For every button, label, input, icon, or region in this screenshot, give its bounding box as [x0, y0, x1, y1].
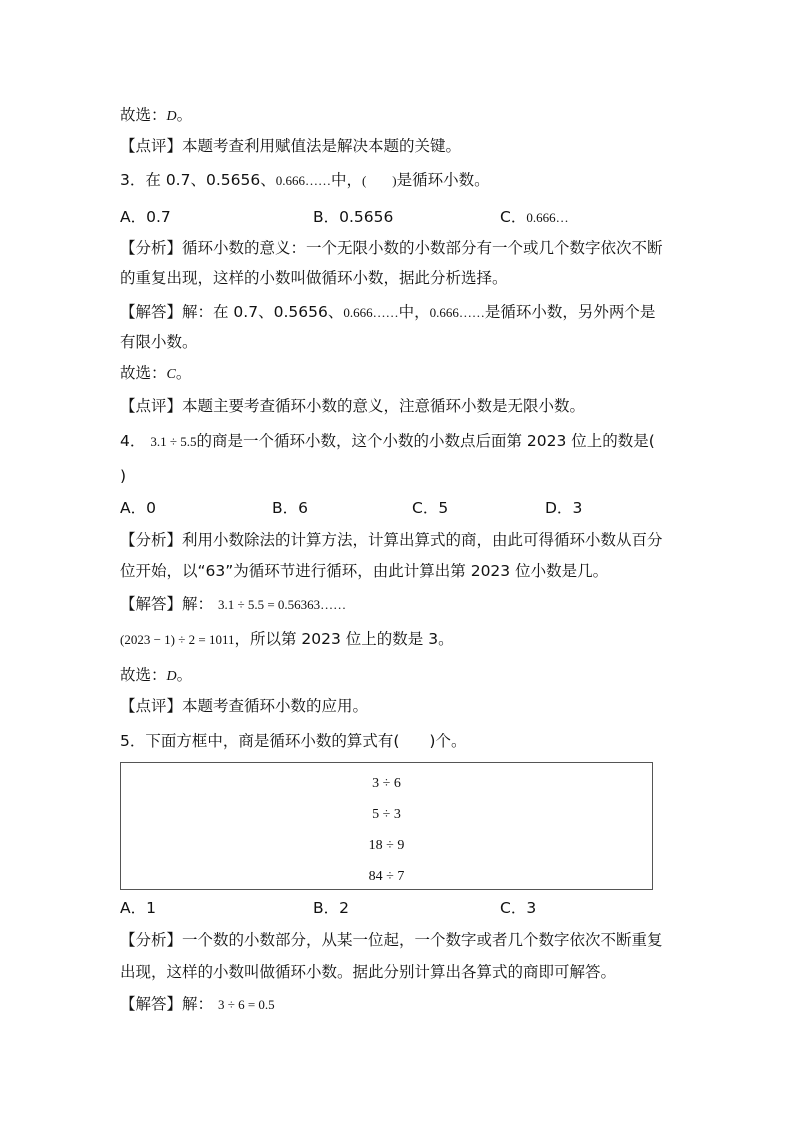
answer-letter: C — [166, 367, 176, 382]
q3-option-b: B．0.5656 — [313, 208, 394, 226]
q3-analysis-line-1: 【分析】循环小数的意义：一个无限小数的小数部分有一个或几个数字依次不断 — [120, 239, 663, 257]
q3-solution-line-1: 【解答】解：在 0.7、0.5656、0.666……中，0.666……是循环小数，另外两个是 — [120, 303, 656, 321]
q4-option-b: B．6 — [272, 499, 309, 517]
q5-option-b: B．2 — [313, 899, 350, 917]
q4-option-d: D．3 — [545, 499, 583, 517]
q3-option-c: C．0.666… — [500, 208, 569, 226]
q4-math: 3.1 ÷ 5.5 — [150, 434, 197, 449]
q4-solution-line-2: (2023 − 1) ÷ 2 = 1011，所以第 2023 位上的数是 3。 — [120, 630, 454, 648]
q5-option-a: A．1 — [120, 899, 156, 917]
q3-analysis-line-2: 的重复出现，这样的小数叫做循环小数，据此分析选择。 — [120, 269, 508, 287]
q4-analysis-line-1: 【分析】利用小数除法的计算方法，计算出算式的商，由此可得循环小数从百分 — [120, 531, 663, 549]
answer-line-q2 — [120, 105, 192, 127]
answer-line-q4: 故选：D。 — [120, 666, 193, 684]
q3-solution-line-2: 有限小数。 — [120, 333, 198, 351]
q4-solution-line-1: 【解答】解： 3.1 ÷ 5.5 = 0.56363…… — [120, 595, 347, 613]
q4-analysis-line-2: 位开始，以“63”为循环节进行循环，由此计算出第 2023 位小数是几。 — [120, 562, 609, 580]
question-4-stem-2: ) — [120, 467, 127, 485]
expression-2: 5 ÷ 3 — [372, 807, 401, 822]
question-5-stem: 5．下面方框中，商是循环小数的算式有( )个。 — [120, 732, 467, 750]
q3-text-a: 0.7、0.5656、 — [165, 171, 276, 189]
comment-q4: 【点评】本题考查循环小数的应用。 — [120, 697, 369, 715]
q4-option-a: A．0 — [120, 499, 156, 517]
question-4-stem — [120, 431, 655, 452]
q3-text-c: 是循环小数。 — [396, 171, 490, 189]
q4-number: 4． — [120, 432, 146, 450]
q5-analysis-line-1: 【分析】一个数的小数部分，从某一位起，一个数字或者几个数字依次不断重复 — [120, 931, 663, 949]
expression-1: 3 ÷ 6 — [372, 776, 401, 791]
question-3-stem — [120, 170, 490, 191]
comment-q2: 【点评】本题考查利用赋值法是解决本题的关键。 — [120, 137, 462, 155]
expression-4: 84 ÷ 7 — [368, 869, 405, 884]
q3-text-b: 中， — [330, 171, 362, 189]
q4-option-c: C．5 — [412, 499, 449, 517]
answer-letter: D — [166, 109, 177, 124]
expression-3: 18 ÷ 9 — [368, 838, 405, 853]
q3-blank: ( ) — [361, 173, 397, 188]
q3-option-a: A．0.7 — [120, 208, 171, 226]
q5-solution-line-1: 【解答】解： 3 ÷ 6 = 0.5 — [120, 995, 275, 1013]
answer-tail: 。 — [176, 106, 193, 124]
expression-box — [120, 762, 653, 890]
comment-q3: 【点评】本题主要考查循环小数的意义，注意循环小数是无限小数。 — [120, 397, 586, 415]
answer-letter: D — [166, 669, 177, 684]
q5-analysis-line-2: 出现，这样的小数叫做循环小数。据此分别计算出各算式的商即可解答。 — [120, 963, 617, 981]
answer-label: 故选： — [120, 106, 167, 124]
q4-text: 的商是一个循环小数，这个小数的小数点后面第 2023 位上的数是( — [196, 432, 655, 450]
q5-option-c: C．3 — [500, 899, 537, 917]
q3-number: 3．在 — [120, 171, 161, 189]
answer-line-q3: 故选：C。 — [120, 364, 192, 382]
q3-math: 0.666…… — [275, 173, 331, 188]
